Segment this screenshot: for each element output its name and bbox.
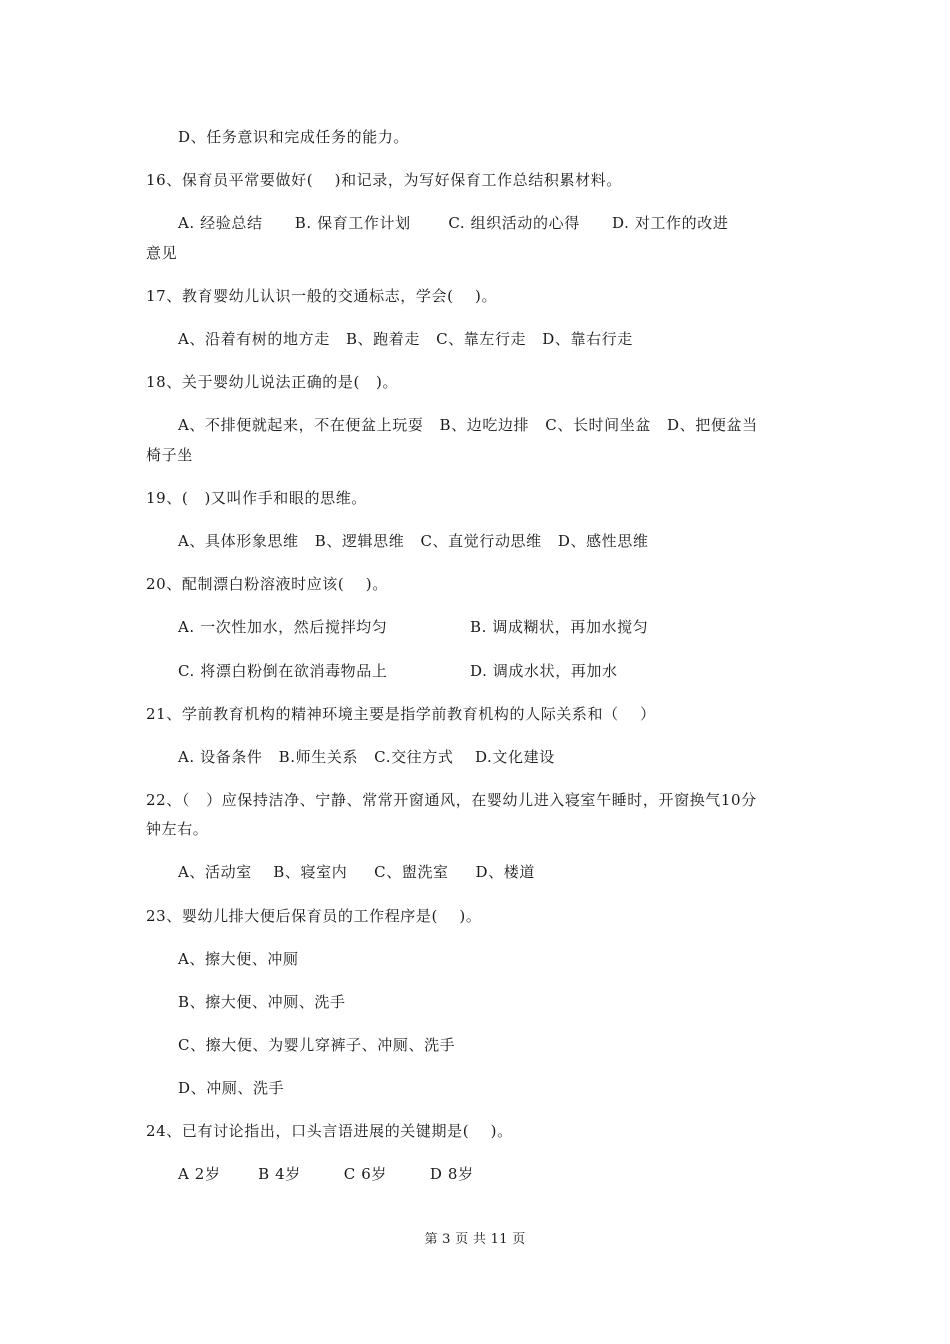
options-18-continued: 椅子坐 [146,446,193,464]
question-17: 17、教育婴幼儿认识一般的交通标志，学会( )。 [146,287,498,305]
options-17: A、沿着有树的地方走 B、跑着走 C、靠左行走 D、靠右行走 [178,330,633,348]
question-22-continued: 钟左右。 [146,820,209,838]
options-16: A. 经验总结 B. 保育工作计划 C. 组织活动的心得 D. 对工作的改进 [178,214,729,232]
option-23c: C、擦大便、为婴儿穿裤子、冲厕、洗手 [178,1036,456,1054]
question-24: 24、已有讨论指出，口头言语进展的关键期是( )。 [146,1122,513,1140]
question-16: 16、保育员平常要做好( )和记录，为写好保育工作总结积累材料。 [146,171,622,189]
options-18: A、不排便就起来，不在便盆上玩耍 B、边吃边排 C、长时间坐盆 D、把便盆当 [178,416,758,434]
option-20c: C. 将漂白粉倒在欲消毒物品上 [178,662,388,680]
option-20a: A. 一次性加水，然后搅拌均匀 [178,618,388,636]
question-19: 19、( )又叫作手和眼的思维。 [146,489,367,507]
options-16-continued: 意见 [146,244,178,262]
question-20: 20、配制漂白粉溶液时应该( )。 [146,575,388,593]
option-20b: B. 调成糊状，再加水搅匀 [470,618,649,636]
options-22: A、活动室 B、寝室内 C、盥洗室 D、楼道 [178,863,535,881]
question-22: 22、（ ）应保持洁净、宁静、常常开窗通风，在婴幼儿进入寝室午睡时，开窗换气10分 [146,791,757,809]
options-19: A、具体形象思维 B、逻辑思维 C、直觉行动思维 D、感性思维 [178,532,649,550]
options-21: A. 设备条件 B.师生关系 C.交往方式 D.文化建设 [178,748,555,766]
option-23a: A、擦大便、冲厕 [178,950,299,968]
option-23b: B、擦大便、冲厕、洗手 [178,993,346,1011]
question-21: 21、学前教育机构的精神环境主要是指学前教育机构的人际关系和（ ） [146,705,656,723]
option-line-15d: D、任务意识和完成任务的能力。 [178,128,410,146]
question-18: 18、关于婴幼儿说法正确的是( )。 [146,373,399,391]
options-24: A 2岁 B 4岁 C 6岁 D 8岁 [178,1165,474,1183]
option-23d: D、冲厕、洗手 [178,1079,285,1097]
question-23: 23、婴幼儿排大便后保育员的工作程序是( )。 [146,907,482,925]
page-number-footer: 第 3 页 共 11 页 [424,1232,526,1247]
option-20d: D. 调成水状，再加水 [470,662,618,680]
